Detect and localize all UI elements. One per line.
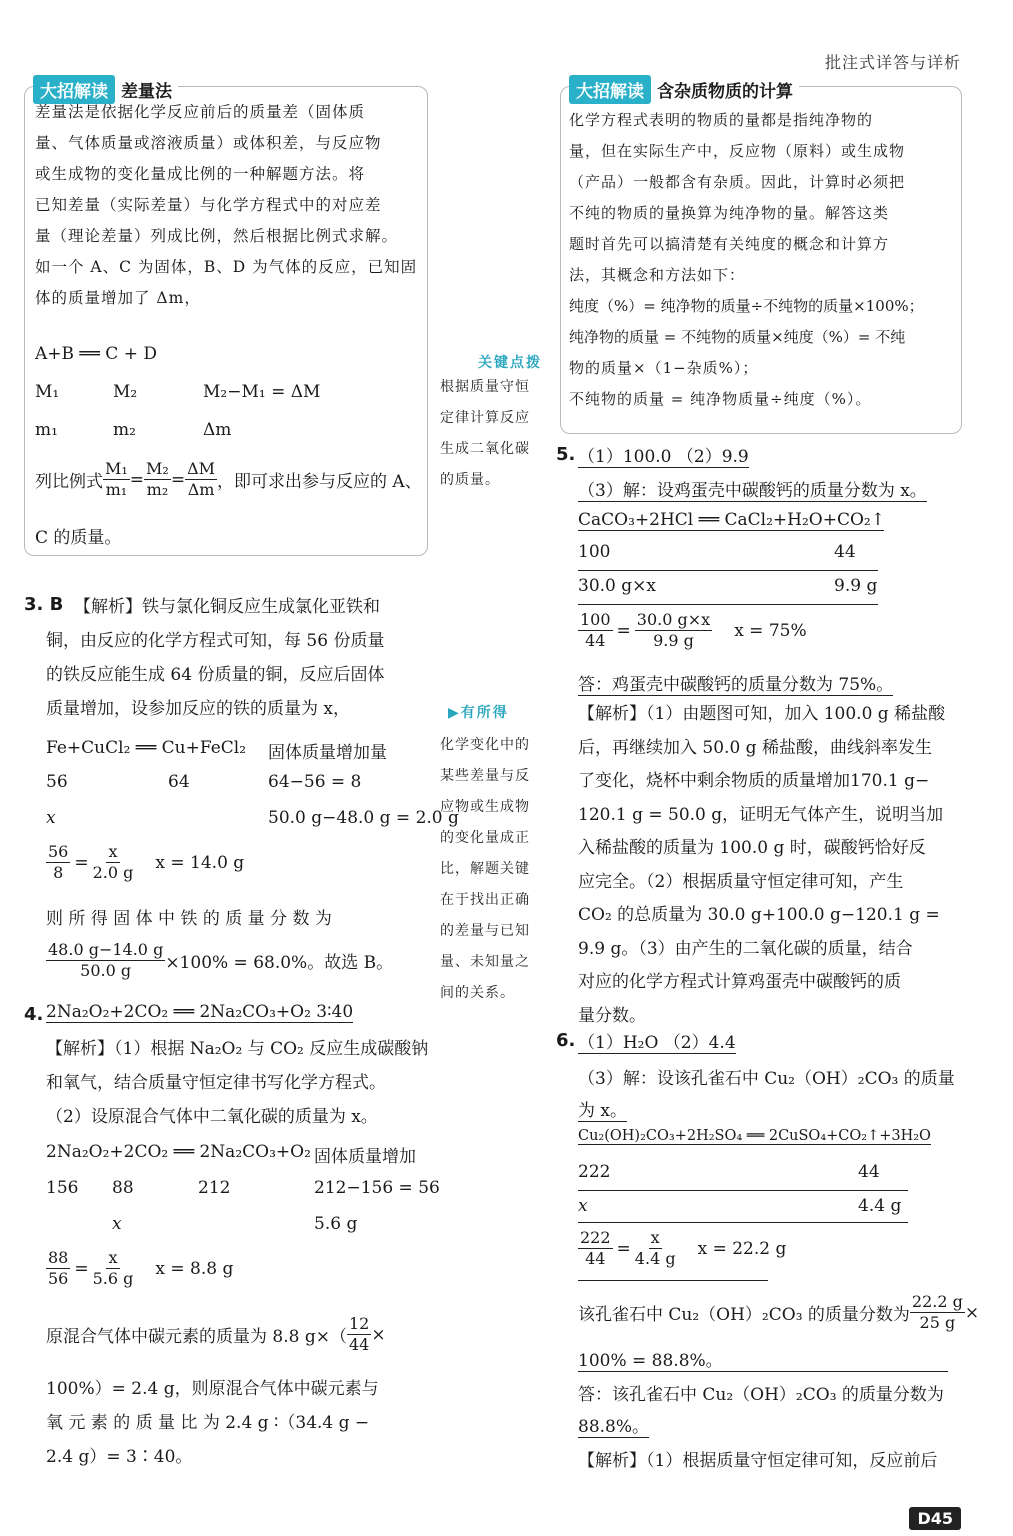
divider [578,604,878,605]
text-line: 纯净物的质量 = 不纯物的质量×纯度（%）= 不纯 [569,328,906,346]
page-number: D45 [909,1507,961,1530]
mass-label: M₁ [35,382,60,402]
box-body [569,105,961,415]
text-line: 体的质量增加了 Δm， [35,289,201,307]
mass-label: m₂ [113,420,136,440]
page-header: 批注式详答与详析 [824,53,961,72]
text-line: 了变化，烧杯中剩余物质的质量增加170.1 g− [578,771,930,791]
mass-value: 64 [168,772,190,792]
mass-label: M₂ [113,382,138,402]
mass-value: 56 [46,772,68,792]
text-line: 的变化量成正 [440,830,530,846]
equation: 2Na₂O₂+2CO₂ ══ 2Na₂CO₃+O₂ [46,1142,311,1162]
carbon-calc [46,1314,386,1355]
text-line: 质量增加，设参加反应的铁的质量为 x， [46,699,350,719]
num: 22.2 g [911,1292,963,1311]
num: 222 [580,1228,611,1247]
den: 56 [48,1269,69,1288]
text-line: 120.1 g = 50.0 g，证明无气体产生，说明当加 [578,804,944,825]
num: M₁ [105,459,128,478]
text-line: 如一个 A、C 为固体，B、D 为气体的反应，已知固 [35,258,418,276]
text-line: 不纯物的质量 = 纯净物质量÷纯度（%）。 [569,390,872,408]
text-line: （3）解：设鸡蛋壳中碳酸钙的质量分数为 x。 [578,476,927,502]
result: x = 22.2 g [697,1238,787,1259]
den: 50.0 g [80,961,132,980]
text-line: C 的质量。 [35,528,122,548]
text-line: （3）解：设该孔雀石中 Cu₂（OH）₂CO₃ 的质量 [578,1069,955,1089]
final-answer: 88.8%。 [578,1412,649,1438]
percentage-calc [578,1292,979,1333]
result: x = 14.0 g [155,852,245,873]
text-line: 2.4 g）= 3∶40。 [46,1447,193,1467]
text-line: 量、气体质量或溶液质量）或体积差，与反应物 [35,134,382,152]
text-line: 后，再继续加入 50.0 g 稀盐酸，曲线斜率发生 [578,737,932,758]
den: 25 g [919,1313,956,1332]
divider [578,1222,908,1223]
den: 44 [585,631,606,650]
final-answer: 答：该孔雀石中 Cu₂（OH）₂CO₃ 的质量分数为 [578,1385,944,1405]
fraction [347,1314,371,1355]
fraction [185,459,217,500]
text-line: 氧 元 素 的 质 量 比 为 2.4 g ∶（34.4 g − [46,1413,370,1433]
num: 12 [348,1314,370,1333]
text: 列比例式 [35,472,103,492]
mass-label: M₂−M₁ = ΔM [203,382,321,402]
answer: （1）H₂O （2）4.4 [578,1028,736,1054]
mass-label: m₁ [35,420,58,440]
mass-value: 50.0 g−48.0 g = 2.0 g [268,808,459,828]
den: 44 [348,1335,370,1354]
fraction [578,610,613,651]
num: M₂ [146,459,169,478]
den: 4.4 g [634,1249,676,1268]
text-line: 或生成物的变化量成比例的一种解题方法。将 [35,165,366,183]
tag-label: 大招解读 [33,75,115,104]
ratio-line: 列比例式 $\frac{\text{M₁}}{\text{m₁}}$ = $\frac{\text{M₂}}{\text{m₂}}$ = $\frac{\Delta M}{\Delta m}$ ，即可求出参与反应的 A、 [35,459,422,499]
question-number: 4. [24,1004,44,1025]
text-line: 比，解题关键 [440,861,530,877]
text-line: 为 x。 [578,1096,627,1122]
text-line: 【解析】铁与氯化铜反应生成氯化亚铁和 [74,597,380,617]
box-tag [569,75,799,104]
fraction [635,610,712,651]
text-line: 间的关系。 [440,985,515,1001]
final-answer: 答：鸡蛋壳中碳酸钙的质量分数为 75%。 [578,670,893,696]
text-line: 在于找出正确 [440,892,530,908]
text-line: 铜，由反应的化学方程式可知，每 56 份质量 [46,631,385,651]
mass-value: 212−156 = 56 [314,1178,440,1198]
fraction [578,1228,613,1269]
text: 该孔雀石中 Cu₂（OH）₂CO₃ 的质量分数为 [578,1305,910,1325]
divider [578,570,878,571]
mass-value: x [578,1196,588,1216]
text: × [964,1302,980,1323]
tag-label: 大招解读 [569,75,651,104]
den: 2.0 g [92,863,134,882]
mass-value: 44 [834,542,856,562]
proportion: $\frac{88}{56}$ = $\frac{x}{5.6 g}$ x = 8.8 g [48,1248,234,1288]
den: 5.6 g [92,1269,134,1288]
text-line: 入稀盐酸的质量为 100.0 g 时，碳酸钙恰好反 [578,838,926,858]
divider [578,1190,908,1191]
text-line: 的铁反应能生成 64 份质量的铜，反应后固体 [46,665,385,685]
mass-value: x [112,1214,122,1234]
equation: CaCO₃+2HCl ══ CaCl₂+H₂O+CO₂↑ [578,510,885,530]
text-line: 对应的化学方程式计算鸡蛋壳中碳酸钙的质 [578,972,901,992]
fraction [144,459,171,500]
text-line: 量分数。 [578,1005,646,1026]
text-line: 根据质量守恒 [440,379,530,395]
mass-value: 212 [198,1178,231,1198]
den: 8 [53,863,64,882]
text-line: 【解析】（1）根据 Na₂O₂ 与 CO₂ 反应生成碳酸钠 [46,1039,429,1059]
fraction [93,842,134,883]
fraction [46,1248,70,1289]
text-line: （2）设原混合气体中二氧化碳的质量为 x。 [46,1107,378,1127]
text-line: 100% = 88.8%。 [578,1346,948,1372]
fraction [46,940,165,981]
num: 48.0 g−14.0 g [48,940,164,959]
result: x = 75% [734,620,807,641]
text: 原混合气体中碳元素的质量为 8.8 g×（ [46,1327,347,1347]
text-line: 某些差量与反 [440,768,530,784]
equation: Cu₂(OH)₂CO₃+2H₂SO₄ ══ 2CuSO₄+CO₂↑+3H₂O [578,1128,931,1144]
text-line: 纯度（%）= 纯净物的质量÷不纯物的质量×100%； [569,297,924,315]
text-line: 题时首先可以搞清楚有关纯度的概念和计算方 [569,235,890,253]
tag-title: 差量法 [121,82,172,102]
mass-value: 4.4 g [858,1196,902,1216]
tag-title: 含杂质物质的计算 [657,82,793,102]
result: x = 8.8 g [155,1258,234,1279]
text-line: 100%）= 2.4 g，则原混合气体中碳元素与 [46,1379,379,1399]
num: x [108,842,118,861]
num: 56 [48,842,69,861]
fraction [93,1248,134,1289]
fraction [910,1292,965,1333]
fraction [635,1228,676,1269]
proportion: $\frac{56}{8}$ = $\frac{x}{2.0 g}$ x = 14.0 g [48,842,245,882]
answer: （1）100.0 （2）9.9 [578,442,749,468]
side-body [440,372,550,496]
mass-value: 156 [46,1178,79,1198]
text-line: 量（理论差量）列成比例，然后根据比例式求解。 [35,227,399,245]
num: 88 [48,1248,69,1267]
num: ΔM [187,459,216,478]
mass-value: x [46,808,56,828]
divider [578,1280,768,1281]
text-line: 定律计算反应 [440,410,530,426]
fraction [103,459,130,500]
text-line: 【解析】（1）根据质量守恒定律可知，反应前后 [578,1451,938,1471]
q3-explanation [46,590,436,726]
num: x [650,1228,660,1247]
den: Δm [187,480,215,499]
den: m₂ [146,480,169,499]
equation-note: 固体质量增加 [314,1147,416,1167]
mass-value: 5.6 g [314,1214,358,1234]
text-line: 和氧气，结合质量守恒定律书写化学方程式。 [46,1073,386,1093]
mass-value: 30.0 g×x [578,576,656,596]
question-number: 6. [556,1030,576,1051]
text-line: 的差量与已知 [440,923,530,939]
text-line: 物的质量×（1−杂质%）； [569,359,759,377]
mass-value: 100 [578,542,611,562]
side-note-key-point [440,352,550,496]
text-line: 化学方程式表明的物质的量都是指纯净物的 [569,111,874,129]
den: m₁ [105,480,128,499]
question-number: 3. B [24,594,64,615]
text-line: 生成二氧化碳 [440,441,530,457]
den: 9.9 g [653,631,694,650]
text-line: 法，其概念和方法如下： [569,266,746,284]
mass-value: 9.9 g [834,576,878,596]
mass-label: Δm [203,420,232,440]
text-line: 则 所 得 固 体 中 铁 的 质 量 分 数 为 [46,909,332,929]
q4-explanation [46,1032,436,1134]
side-title: ▶有所得 [448,705,509,721]
proportion: $\frac{222}{44}$ = $\frac{x}{4.4 g}$ x = 22.2 g [580,1228,787,1268]
text-line: 应物或生成物 [440,799,530,815]
tip-box-impurity-calc [560,82,962,434]
proportion: $\frac{100}{44}$ = $\frac{30.0 g\times x}{9.9 g}$ x = 75% [580,610,807,650]
equation: Fe+CuCl₂ ══ Cu+FeCl₂ [46,738,247,758]
mass-value: 64−56 = 8 [268,772,362,792]
question-number: 5. [556,444,576,465]
tip-box-difference-method [24,82,428,556]
text-line: （产品）一般都含有杂质。因此，计算时必须把 [569,173,906,191]
num: x [108,1248,118,1267]
text-line: 的质量。 [440,472,500,488]
side-body [440,730,550,1009]
box-body [35,97,425,314]
text: ×100% = 68.0%。故选 B。 [165,953,394,973]
text-line: 不纯的物质的量换算为纯净物的量。解答这类 [569,204,890,222]
mass-value: 88 [112,1178,134,1198]
equation-note: 固体质量增加量 [268,743,387,763]
text-line: 9.9 g。（3）由产生的二氧化碳的质量，结合 [578,938,913,959]
mass-value: 222 [578,1162,611,1182]
text-line: 已知差量（实际差量）与化学方程式中的对应差 [35,196,382,214]
answer: 2Na₂O₂+2CO₂ ══ 2Na₂CO₃+O₂ 3∶40 [46,1002,354,1022]
mass-value: 44 [858,1162,880,1182]
fraction [46,842,70,883]
equation: A+B ══ C + D [35,344,157,364]
num: 30.0 g×x [636,610,711,629]
text-line: 差量法是依据化学反应前后的质量差（固体质 [35,103,366,121]
text: × [371,1324,386,1345]
q5-explanation [578,698,968,1033]
den: 44 [585,1249,606,1268]
text-line: 【解析】（1）由题图可知，加入 100.0 g 稀盐酸 [578,704,946,724]
text-line: 量，但在实际生产中，反应物（原料）或生成物 [569,142,906,160]
side-note-takeaway [440,702,550,1009]
side-title: 关键点拨 [478,355,542,371]
text-line: 应完全。（2）根据质量守恒定律可知，产生 [578,871,904,892]
text: ，即可求出参与反应的 A、 [217,472,422,492]
text-line: 量、未知量之 [440,954,530,970]
percentage-calc [46,940,393,981]
text-line: CO₂ 的总质量为 30.0 g+100.0 g−120.1 g = [578,905,940,925]
text-line: 化学变化中的 [440,737,530,753]
num: 100 [580,610,611,629]
